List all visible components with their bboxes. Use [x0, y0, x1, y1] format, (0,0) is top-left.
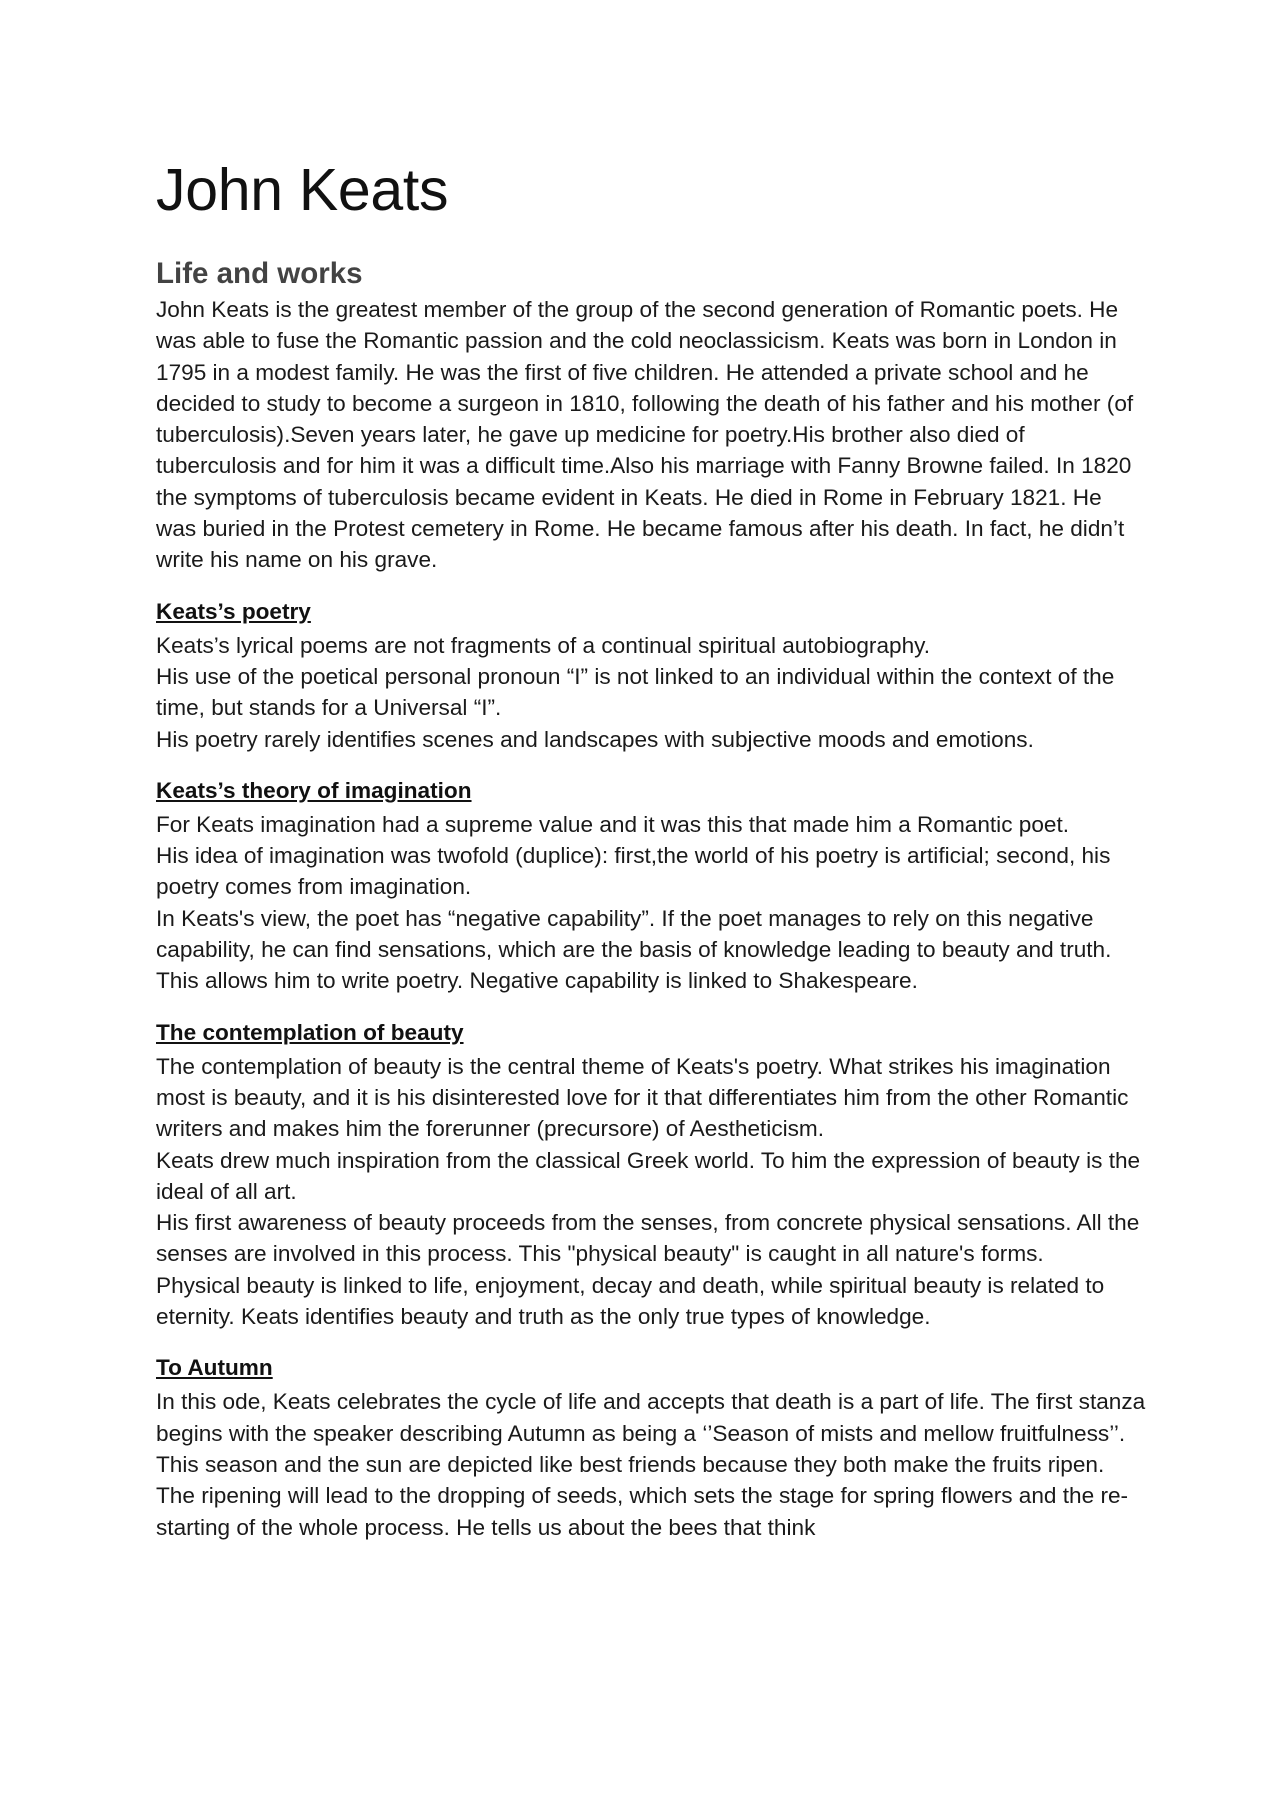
section-heading: Keats’s theory of imagination: [156, 777, 472, 803]
section-paragraph: His poetry rarely identifies scenes and landscapes with subjective moods and emotions.: [156, 726, 1034, 752]
section-theory-of-imagination: [156, 773, 1146, 997]
section-paragraph: Physical beauty is linked to life, enjoyment, decay and death, while spiritual beauty is related to eternity. Keats identifies beauty and truth as the only true types of knowledge.: [156, 1272, 1105, 1330]
section-heading: To Autumn: [156, 1355, 273, 1381]
page-title: John Keats: [156, 157, 449, 223]
section-paragraph: His first awareness of beauty proceeds from the senses, from concrete physical sensations. All the senses are involved in this process. This "physical beauty" is caught in all nature's forms.: [156, 1210, 1140, 1267]
section-paragraph: Keats drew much inspiration from the classical Greek world. To him the expression of beauty is the ideal of all art.: [156, 1147, 1141, 1204]
section-paragraph: Keats’s lyrical poems are not fragments of a continual spiritual autobiography.: [156, 632, 931, 658]
section-keats-poetry: [156, 594, 1146, 755]
section-to-autumn: [156, 1350, 1146, 1542]
document-body: [156, 150, 1146, 1543]
section-paragraph: His idea of imagination was twofold (duplice): first,the world of his poetry is artificial; second, his poetry comes from imagination.: [156, 843, 1111, 900]
section-contemplation-of-beauty: [156, 1015, 1146, 1333]
section-paragraph: The contemplation of beauty is the central theme of Keats's poetry. What strikes his imagination most is beauty, and it is his disinterested love for it that differentiates him from the other Romantic writers and makes him the forerunner (precursore) of Aestheticism.: [156, 1053, 1129, 1142]
section-paragraph: His use of the poetical personal pronoun “I” is not linked to an individual within the context of the time, but stands for a Universal “I”.: [156, 663, 1115, 721]
section-heading: The contemplation of beauty: [156, 1019, 464, 1045]
section-paragraph: For Keats imagination had a supreme value and it was this that made him a Romantic poet.: [156, 811, 1070, 837]
page-subtitle: Life and works: [156, 257, 363, 290]
section-paragraph: In this ode, Keats celebrates the cycle of life and accepts that death is a part of life. The first stanza begins with the speaker describing Autumn as being a ‘’Season of mists and mellow fruitfulness’’. This season and the sun are depicted like best friends because they both make the fruits ripen. The ripening will lead to the dropping of seeds, which sets the stage for spring flowers and the re-starting of the whole process. He tells us about the bees that think: [156, 1389, 1146, 1540]
section-heading: Keats’s poetry: [156, 598, 311, 624]
section-paragraph: In Keats's view, the poet has “negative capability”. If the poet manages to rely on this negative capability, he can find sensations, which are the basis of knowledge leading to beauty and truth. This allows him to write poetry. Negative capability is linked to Shakespeare.: [156, 905, 1112, 994]
intro-paragraph: John Keats is the greatest member of the group of the second generation of Romantic poets. He was able to fuse the Romantic passion and the cold neoclassicism. Keats was born in London in 1795 in a modest family. He was the first of five children. He attended a private school and he decided to study to become a surgeon in 1810, following the death of his father and his mother (of tuberculosis).Seven years later, he gave up medicine for poetry.His brother also died of tuberculosis and for him it was a difficult time.Also his marriage with Fanny Browne failed. In 1820 the symptoms of tuberculosis became evident in Keats. He died in Rome in February 1821. He was buried in the Protest cemetery in Rome. He became famous after his death. In fact, he didn’t write his name on his grave.: [156, 297, 1134, 573]
